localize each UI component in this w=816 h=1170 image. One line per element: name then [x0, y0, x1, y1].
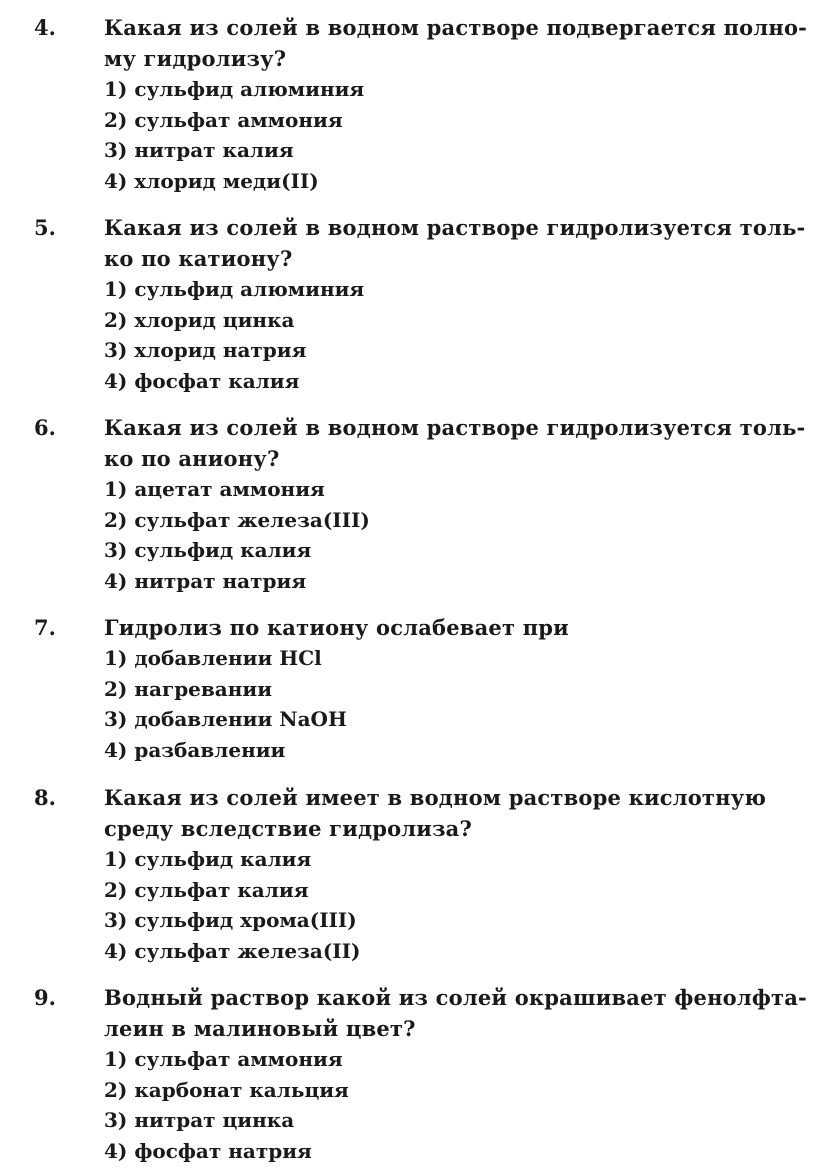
question-number: 5. [34, 215, 56, 240]
answer-option-2: 2) карбонат кальция [104, 1077, 349, 1102]
question-text [104, 12, 808, 74]
answer-options [104, 643, 347, 765]
answer-option-4: 4) разбавлении [104, 737, 286, 762]
answer-option-2: 2) нагревании [104, 676, 273, 701]
answer-option-3: 3) сульфид калия [104, 538, 312, 562]
question-number: 4. [34, 15, 56, 40]
question-text-line: ко по аниону? [104, 446, 280, 471]
answer-option-3: 3) сульфид хрома(III) [104, 908, 357, 932]
answer-option-4: 4) фосфат натрия [104, 1138, 312, 1163]
answer-option-4: 4) хлорид меди(II) [104, 168, 319, 193]
answer-option-2: 2) сульфат железа(III) [104, 507, 370, 532]
answer-options [104, 474, 370, 596]
question-text-line: леин в малиновый цвет? [104, 1016, 416, 1041]
answer-option-1: 1) добавлении HCl [104, 646, 322, 670]
answer-option-4: 4) фосфат калия [104, 368, 300, 393]
question-text-line: среду вследствие гидролиза? [104, 816, 472, 841]
answer-option-1: 1) сульфид алюминия [104, 77, 365, 101]
answer-option-2: 2) сульфат калия [104, 877, 309, 902]
question-text [104, 782, 776, 844]
question-number: 7. [34, 615, 56, 640]
question-text-line: ко по катиону? [104, 246, 293, 271]
answer-option-3: 3) добавлении NaOH [104, 707, 347, 731]
question-text-line: Какая из солей в водном растворе подвергается полно- [104, 15, 808, 40]
answer-option-1: 1) сульфат аммония [104, 1047, 343, 1071]
question-text-line: Какая из солей имеет в водном растворе кислотную [104, 785, 767, 810]
answer-option-1: 1) сульфид алюминия [104, 277, 365, 301]
answer-option-1: 1) ацетат аммония [104, 477, 325, 501]
answer-options [104, 274, 364, 396]
question-text-line: му гидролизу? [104, 46, 287, 71]
question-text-line: Какая из солей в водном растворе гидролизуется толь- [104, 415, 806, 440]
question-text-line: Гидролиз по катиону ослабевает при [104, 615, 569, 640]
answer-option-2: 2) сульфат аммония [104, 107, 343, 132]
answer-option-4: 4) нитрат натрия [104, 568, 307, 593]
question-text-line: Водный раствор какой из солей окрашивает фенолфта- [104, 985, 807, 1010]
answer-option-3: 3) нитрат цинка [104, 1108, 295, 1132]
question-text [104, 412, 806, 474]
answer-options [104, 844, 360, 966]
answer-options [104, 1044, 349, 1166]
answer-option-1: 1) сульфид калия [104, 847, 312, 871]
question-number: 8. [34, 785, 56, 810]
question-text-line: Какая из солей в водном растворе гидролизуется толь- [104, 215, 806, 240]
answer-option-3: 3) нитрат калия [104, 138, 294, 162]
question-text [104, 612, 776, 643]
question-text [104, 212, 806, 274]
question-number: 9. [34, 985, 56, 1010]
answer-option-4: 4) сульфат железа(II) [104, 938, 361, 963]
answer-options [104, 74, 364, 196]
answer-option-3: 3) хлорид натрия [104, 338, 307, 362]
answer-option-2: 2) хлорид цинка [104, 307, 295, 332]
question-number: 6. [34, 415, 56, 440]
question-text [104, 982, 807, 1044]
